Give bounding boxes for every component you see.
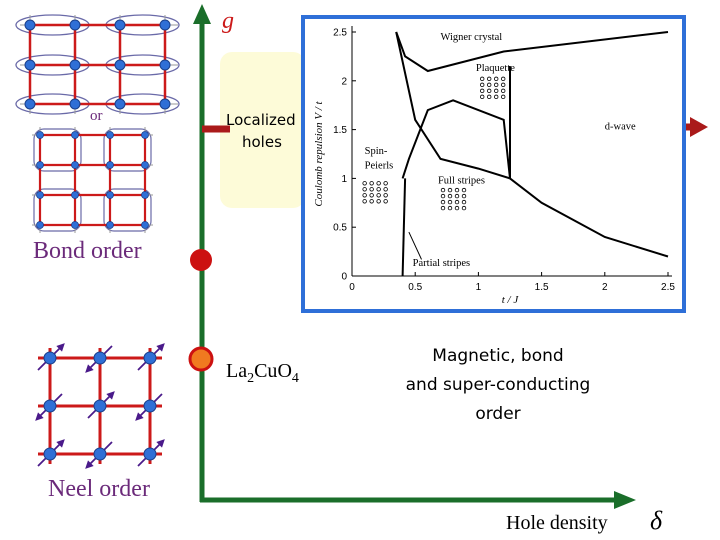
lattice-site xyxy=(44,448,56,460)
y-tick-label: 2.5 xyxy=(333,27,347,39)
chart-x-label: t / J xyxy=(501,294,519,306)
chart-y-label: Coulomb repulsion V / t xyxy=(313,101,325,207)
y-tick-label: 0 xyxy=(341,271,347,283)
lattice-site xyxy=(44,400,56,412)
y-tick-label: 1 xyxy=(341,173,347,185)
lattice-site xyxy=(94,448,106,460)
vertical-axis-arrowhead-icon xyxy=(193,4,211,24)
g-axis-label: g xyxy=(222,8,234,34)
delta-label: δ xyxy=(650,506,663,535)
bond-order-label: Bond order xyxy=(33,238,142,264)
dwave-arrow-icon xyxy=(690,117,708,137)
lattice-site xyxy=(37,132,44,139)
x-tick-label: 0.5 xyxy=(408,282,423,293)
magnetic-line-3: order xyxy=(475,404,521,424)
neel-order-lattice xyxy=(35,343,165,469)
alternate-bond-lattice xyxy=(32,127,153,233)
region-label: Peierls xyxy=(364,160,394,172)
lattice-site xyxy=(37,192,44,199)
lattice-site xyxy=(25,60,35,70)
region-label: Wigner crystal xyxy=(440,31,503,43)
region-label: Partial stripes xyxy=(412,258,471,270)
x-tick-label: 0 xyxy=(349,282,355,293)
magnetic-order-text xyxy=(380,342,616,429)
lattice-site xyxy=(37,222,44,229)
localized-holes-box xyxy=(220,52,305,208)
lattice-site xyxy=(37,162,44,169)
x-tick-label: 2 xyxy=(602,282,608,293)
or-label: or xyxy=(90,108,103,124)
lattice-site xyxy=(94,400,106,412)
lattice-site xyxy=(44,352,56,364)
horizontal-axis-arrowhead-icon xyxy=(614,491,636,509)
y-tick-label: 1.5 xyxy=(333,125,347,137)
region-label: d-wave xyxy=(604,121,636,133)
y-tick-label: 2 xyxy=(341,76,347,88)
lattice-site xyxy=(142,192,149,199)
lattice-site xyxy=(72,222,79,229)
x-tick-label: 1 xyxy=(475,282,482,293)
lattice-site xyxy=(70,99,80,109)
lattice-site xyxy=(144,448,156,460)
lattice-site xyxy=(107,132,114,139)
lattice-site xyxy=(115,20,125,30)
lattice-site xyxy=(25,99,35,109)
lattice-site xyxy=(70,60,80,70)
lattice-site xyxy=(144,400,156,412)
lattice-site xyxy=(25,20,35,30)
y-tick-label: 0.5 xyxy=(333,222,347,234)
x-tick-label: 2.5 xyxy=(661,282,675,293)
lattice-site xyxy=(160,99,170,109)
lattice-site xyxy=(107,162,114,169)
neel-order-label: Neel order xyxy=(48,476,150,502)
region-label: Full stripes xyxy=(437,175,485,187)
lattice-site xyxy=(142,132,149,139)
la2cuo4-marker xyxy=(190,348,212,370)
magnetic-line-1: Magnetic, bond xyxy=(432,346,564,366)
lattice-site xyxy=(115,99,125,109)
magnetic-line-2: and super-conducting xyxy=(405,375,591,395)
lattice-site xyxy=(107,222,114,229)
lattice-site xyxy=(160,20,170,30)
phase-chart-frame xyxy=(303,17,684,311)
bond-order-marker xyxy=(190,249,212,271)
localized-label-line2: holes xyxy=(242,133,282,151)
lattice-site xyxy=(142,162,149,169)
lattice-site xyxy=(70,20,80,30)
lattice-site xyxy=(160,60,170,70)
region-label: Plaquette xyxy=(475,63,515,75)
bond-order-lattice xyxy=(16,15,179,114)
lattice-site xyxy=(72,132,79,139)
lattice-site xyxy=(94,352,106,364)
localized-label-line1: Localized xyxy=(226,111,296,129)
la2cuo4-label: $La_2CuO_4$ xyxy=(226,360,299,386)
lattice-site xyxy=(144,352,156,364)
lattice-site xyxy=(72,162,79,169)
x-tick-label: 1.5 xyxy=(534,282,549,293)
region-label: Spin- xyxy=(364,146,388,157)
lattice-site xyxy=(142,222,149,229)
hole-density-label: Hole density xyxy=(506,512,608,534)
lattice-site xyxy=(107,192,114,199)
lattice-site xyxy=(115,60,125,70)
lattice-site xyxy=(72,192,79,199)
